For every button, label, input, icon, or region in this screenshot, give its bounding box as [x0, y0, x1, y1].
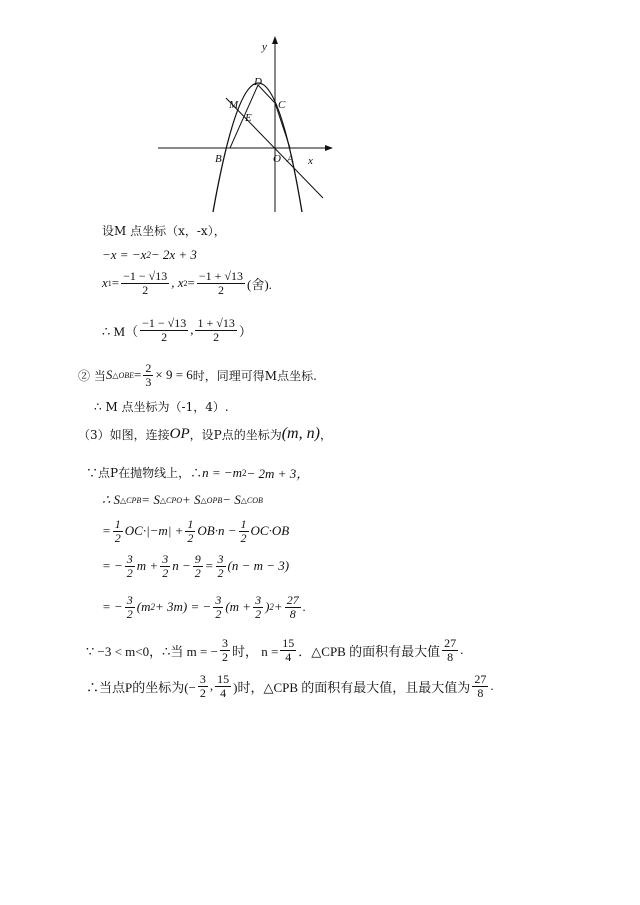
l10-frac3-num: 1 — [240, 517, 247, 531]
l12-frac3 — [253, 594, 263, 620]
area-simplify-line — [102, 553, 289, 579]
x1-var: x — [102, 275, 108, 291]
area-expansion-line — [102, 518, 289, 544]
l14-frac3-num: 27 — [474, 672, 487, 686]
l12-sup2: 2 — [269, 602, 274, 613]
part-three-prefix: （3）如图，连接 — [78, 427, 170, 442]
x1-eq: = — [111, 275, 120, 291]
area-mid: × 9 = 6 — [155, 367, 193, 383]
x2-var: , x — [171, 275, 184, 291]
l13-frac1 — [220, 637, 230, 663]
m-coord-x-fraction — [140, 317, 188, 343]
area-s-sub: △OBE — [112, 370, 135, 380]
l10-frac1-num: 1 — [114, 517, 121, 531]
reject-note: (舍). — [247, 276, 272, 292]
l13-b: 时， n = — [231, 643, 279, 659]
l11-frac1-num: 3 — [126, 552, 133, 566]
area-plus: + S — [181, 492, 201, 507]
eq-lhs: −x = −x — [102, 247, 147, 262]
l12-frac4-num: 27 — [286, 593, 299, 607]
n-expr: n = −m — [202, 464, 243, 480]
conclusion-line — [86, 673, 494, 699]
m-coord-comma: , — [190, 322, 194, 338]
area-cob-sub: △COB — [240, 495, 263, 505]
l12-b: + 3m) = − — [155, 599, 212, 615]
l12-frac4 — [285, 594, 301, 620]
area-main-sub: △CPB — [120, 495, 142, 505]
l11-a: m + — [136, 558, 159, 574]
l13-frac2-den: 4 — [285, 649, 292, 664]
label-c: C — [278, 99, 286, 111]
area-den: 3 — [145, 374, 152, 389]
l12-f: . — [302, 599, 306, 615]
m-coord-prefix: ∴ M（ — [102, 323, 139, 339]
l11-frac4 — [216, 553, 226, 579]
l14-frac3 — [472, 673, 488, 699]
case-two-suffix: 时，同理可得M点坐标. — [192, 368, 317, 383]
area-eq2: = S — [141, 492, 160, 507]
l11-frac1 — [125, 553, 135, 579]
eq-rhs: − 2x + 3 — [150, 247, 197, 262]
l14-frac1-den: 2 — [199, 685, 206, 700]
l12-frac3-den: 2 — [255, 606, 262, 621]
x2-den: 2 — [217, 282, 224, 297]
area-num: 2 — [145, 361, 152, 375]
l11-frac4-den: 2 — [217, 565, 224, 580]
parabola-figure — [0, 0, 640, 220]
l13-a: ∵ −3 < m<0，∴当 m = − — [86, 643, 218, 659]
l13-frac3-den: 8 — [447, 649, 454, 664]
area-opb-sub: △OPB — [200, 495, 223, 505]
l11-frac1-den: 2 — [126, 565, 133, 580]
l11-b: n − — [172, 558, 191, 574]
part-three-line — [78, 425, 332, 443]
segment-bd — [230, 85, 258, 148]
l13-frac2-num: 15 — [282, 636, 295, 650]
point-on-parabola-line — [86, 463, 309, 482]
m-coordinates-line — [102, 317, 252, 343]
m-result-text: ∴ M 点坐标为（-1，4）. — [94, 400, 229, 414]
label-d: D — [254, 76, 262, 88]
l12-frac1-num: 3 — [126, 593, 133, 607]
l12-d: ) — [265, 599, 270, 615]
l14-frac1 — [198, 673, 208, 699]
area-cpo-sub: △CPO — [159, 495, 182, 505]
area-main: ∴ S — [102, 492, 121, 507]
l11-frac2 — [160, 553, 170, 579]
l11-frac3 — [193, 553, 203, 579]
l11-frac2-num: 3 — [162, 552, 169, 566]
area-s: S — [105, 367, 113, 383]
x2-num: −1 + √13 — [198, 269, 243, 283]
l10-a: OC·|−m| + — [124, 523, 184, 539]
m-result-line — [94, 398, 229, 415]
eq-sup: 2 — [146, 250, 151, 260]
l13-frac1-num: 3 — [221, 636, 228, 650]
case-two-line — [78, 362, 317, 388]
text-set-m: 设M 点坐标（x，-x）， — [102, 224, 226, 238]
l14-frac2-den: 4 — [220, 685, 227, 700]
label-o: O — [273, 153, 281, 165]
l10-frac2-den: 2 — [187, 530, 194, 545]
y-axis-arrow — [272, 36, 278, 44]
l12-frac2-num: 3 — [215, 593, 222, 607]
case-two-prefix: ② 当 — [78, 368, 106, 383]
x1-num: −1 − √13 — [123, 269, 168, 283]
l13-frac1-den: 2 — [221, 649, 228, 664]
label-b: B — [215, 153, 222, 165]
l11-frac2-den: 2 — [162, 565, 169, 580]
l13-d: . — [460, 642, 464, 658]
label-e: E — [245, 112, 252, 124]
n-expr-sup: 2 — [242, 467, 247, 478]
l14-b: , — [209, 678, 214, 694]
l10-b: OB·n − — [197, 523, 237, 539]
area-fraction — [143, 362, 153, 388]
m-coord-y-den: 2 — [213, 329, 220, 344]
l12-sup1: 2 — [150, 602, 156, 613]
l14-d: . — [490, 678, 494, 694]
area-vertex-form-line — [102, 594, 306, 620]
equation-m-parabola — [102, 247, 197, 263]
l11-frac3-den: 2 — [194, 565, 201, 580]
l12-eq: = − — [102, 599, 123, 615]
l14-frac3-den: 8 — [477, 685, 484, 700]
label-x: x — [308, 155, 313, 167]
l14-frac2-num: 15 — [217, 672, 230, 686]
m-coord-y-num: 1 + √13 — [197, 316, 235, 330]
m-coord-suffix: ） — [238, 323, 252, 339]
label-y: y — [262, 41, 267, 53]
l10-frac3 — [239, 518, 249, 544]
area-minus: − S — [222, 492, 241, 507]
l12-frac1 — [125, 594, 135, 620]
l12-frac3-num: 3 — [255, 593, 262, 607]
l14-frac2 — [215, 673, 231, 699]
l12-c: (m + — [225, 599, 252, 615]
l12-frac1-den: 2 — [126, 606, 133, 621]
l14-frac1-num: 3 — [199, 672, 206, 686]
point-on-parabola-prefix: ∵点P在抛物线上，∴ — [86, 466, 203, 480]
l14-c: )时，△CPB 的面积有最大值，且最大值为 — [233, 679, 471, 695]
m-coord-y-fraction — [195, 317, 236, 343]
x2-fraction — [197, 270, 245, 296]
l10-frac1-den: 2 — [114, 530, 121, 545]
l11-eq: = − — [102, 558, 123, 574]
l11-d: (n − m − 3) — [227, 558, 290, 574]
l10-eq: = — [102, 523, 111, 539]
part-three-suffix: ， — [319, 427, 332, 442]
l10-c: OC·OB — [250, 523, 290, 539]
l13-frac3-num: 27 — [444, 636, 457, 650]
l11-frac4-num: 3 — [217, 552, 224, 566]
label-a: A — [287, 153, 294, 165]
label-m: M — [229, 99, 239, 111]
l10-frac2-num: 1 — [187, 517, 194, 531]
l13-c: ．△CPB 的面积有最大值 — [298, 643, 441, 659]
l10-frac3-den: 2 — [240, 530, 247, 545]
area-decomposition-line — [102, 492, 263, 508]
l12-frac2-den: 2 — [215, 606, 222, 621]
m-coord-x-num: −1 − √13 — [142, 316, 187, 330]
part-three-op: OP — [169, 425, 190, 442]
l12-e: + — [273, 599, 283, 615]
l10-frac1 — [113, 518, 123, 544]
x1-sub: 1 — [107, 278, 112, 288]
part-three-mn: (m, n) — [281, 425, 320, 442]
area-eq: = — [134, 367, 142, 383]
l13-frac2 — [280, 637, 296, 663]
l13-frac3 — [442, 637, 458, 663]
x1-den: 2 — [142, 282, 149, 297]
m-coord-x-den: 2 — [161, 329, 168, 344]
l11-frac3-num: 9 — [194, 552, 201, 566]
roots-line — [102, 270, 272, 296]
part-three-mid: ，设P点的坐标为 — [189, 427, 282, 442]
line-set-m — [102, 222, 226, 239]
l12-frac4-den: 8 — [289, 606, 296, 621]
l14-a: ∴当点P的坐标为(− — [86, 679, 196, 695]
l11-c: = — [204, 558, 214, 574]
l12-a: (m — [136, 599, 151, 615]
x-axis-arrow — [325, 145, 333, 151]
n-expr-tail: − 2m + 3， — [246, 466, 310, 481]
x2-eq: = — [187, 275, 195, 291]
x1-fraction — [121, 270, 169, 296]
l10-frac2 — [185, 518, 195, 544]
x2-sub: 2 — [183, 278, 188, 288]
l12-frac2 — [213, 594, 223, 620]
max-condition-line — [86, 637, 463, 663]
